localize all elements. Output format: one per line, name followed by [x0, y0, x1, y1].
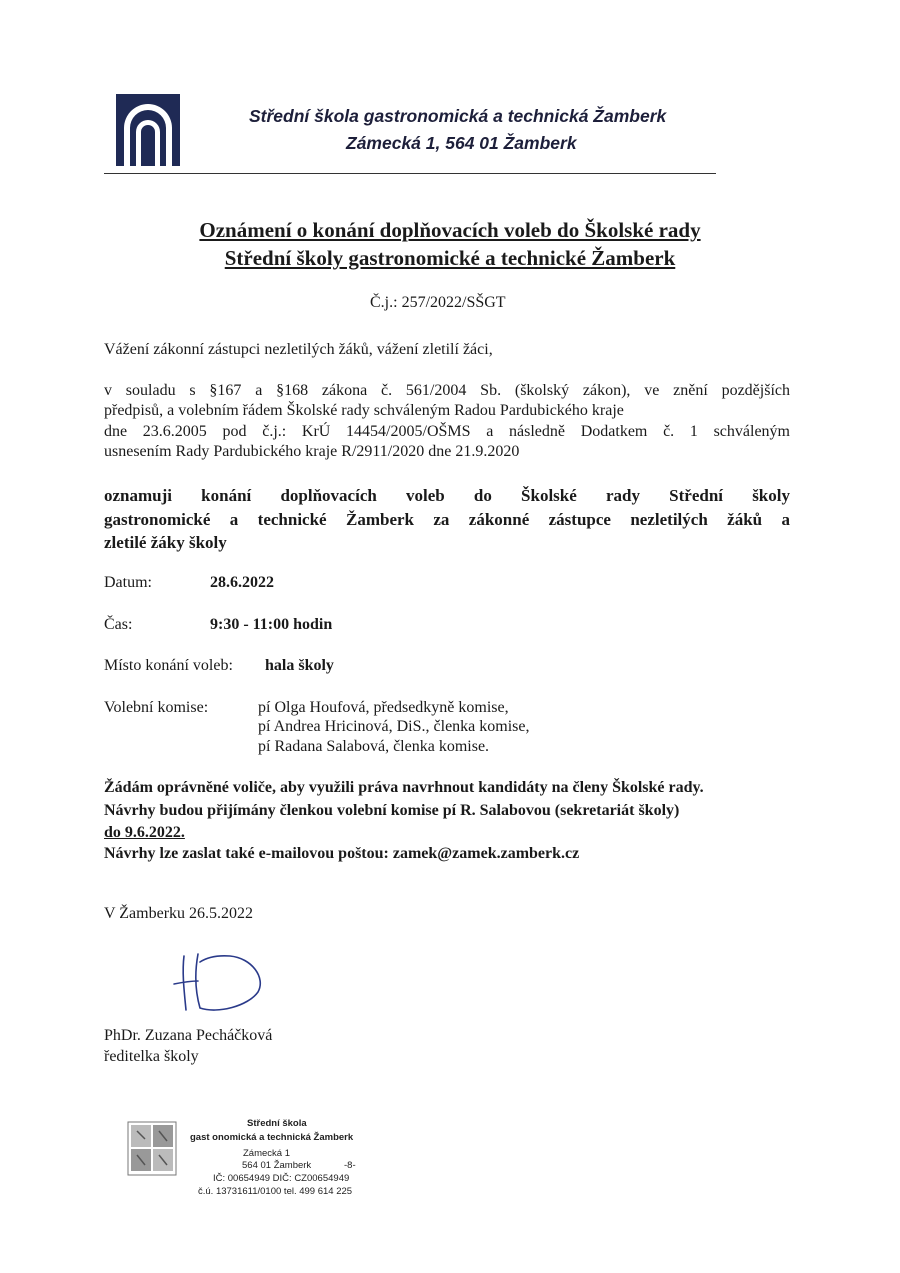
place-date: V Žamberku 26.5.2022 [104, 905, 254, 922]
announcement-line: gastronomické a technické Žamberk za zákonné zástupce nezletilých žáků a [104, 510, 790, 529]
committee-member: pí Radana Salabová, členka komise. [258, 738, 490, 755]
stamp-line: 564 01 Žamberk [242, 1160, 312, 1171]
committee-member: pí Andrea Hricinová, DiS., členka komise, [258, 718, 530, 735]
signatory-role: ředitelka školy [104, 1048, 199, 1065]
request-line: Žádám oprávněné voliče, aby využili práva navrhnout kandidáty na členy Školské rady. [104, 779, 704, 796]
state-emblem-icon [127, 1121, 177, 1176]
request-email-line: Návrhy lze zaslat také e-mailovou poštou: zamek@zamek.zamberk.cz [104, 845, 580, 862]
request-deadline: do 9.6.2022. [104, 824, 185, 841]
stamp-line: gast onomická a technická Žamberk [190, 1132, 354, 1143]
stamp-line: Zámecká 1 [243, 1148, 290, 1159]
legal-basis-line: předpisů, a volebním řádem Školské rady schváleným Radou Pardubického kraje [104, 402, 624, 419]
handwritten-signature [170, 948, 270, 1018]
date-label: Datum: [104, 574, 152, 591]
place-label: Místo konání voleb: [104, 657, 233, 674]
stamp-line: č.ú. 13731611/0100 tel. 499 614 225 [198, 1186, 353, 1197]
stamp-line: -8- [344, 1160, 356, 1171]
document-title-line-1: Oznámení o konání doplňovacích voleb do Školské rady [199, 218, 701, 242]
stamp-line: Střední škola [247, 1118, 307, 1129]
reference-number: Č.j.: 257/2022/SŠGT [370, 294, 506, 311]
committee-label: Volební komise: [104, 699, 209, 716]
stamp-line: IČ: 00654949 DIČ: CZ00654949 [213, 1173, 350, 1184]
school-name: Střední škola gastronomická a technická Žamberk [249, 106, 667, 126]
date-value: 28.6.2022 [210, 574, 274, 591]
request-line: Návrhy budou přijímány členkou volební komise pí R. Salabovou (sekretariát školy) [104, 802, 680, 819]
legal-basis-line: v souladu s §167 a §168 zákona č. 561/2004 Sb. (školský zákon), ve znění pozdějších [104, 382, 790, 399]
announcement-line: oznamuji konání doplňovacích voleb do Školské rady Střední školy [104, 486, 790, 505]
header-divider [104, 173, 716, 174]
place-value: hala školy [265, 657, 334, 674]
salutation: Vážení zákonní zástupci nezletilých žáků, vážení zletilí žáci, [104, 341, 493, 358]
school-arch-logo-icon [116, 94, 180, 166]
school-address: Zámecká 1, 564 01 Žamberk [346, 133, 577, 153]
committee-member: pí Olga Houfová, předsedkyně komise, [258, 699, 509, 716]
time-label: Čas: [104, 616, 133, 633]
announcement-line: zletilé žáky školy [104, 533, 227, 552]
signatory-name: PhDr. Zuzana Pecháčková [104, 1027, 273, 1044]
document-title-line-2: Střední školy gastronomické a technické Žamberk [224, 246, 676, 270]
legal-basis-line: usnesením Rady Pardubického kraje R/2911/2020 dne 21.9.2020 [104, 443, 520, 460]
time-value: 9:30 - 11:00 hodin [210, 616, 333, 633]
legal-basis-line: dne 23.6.2005 pod č.j.: KrÚ 14454/2005/OŠMS a následně Dodatkem č. 1 schváleným [104, 423, 790, 440]
